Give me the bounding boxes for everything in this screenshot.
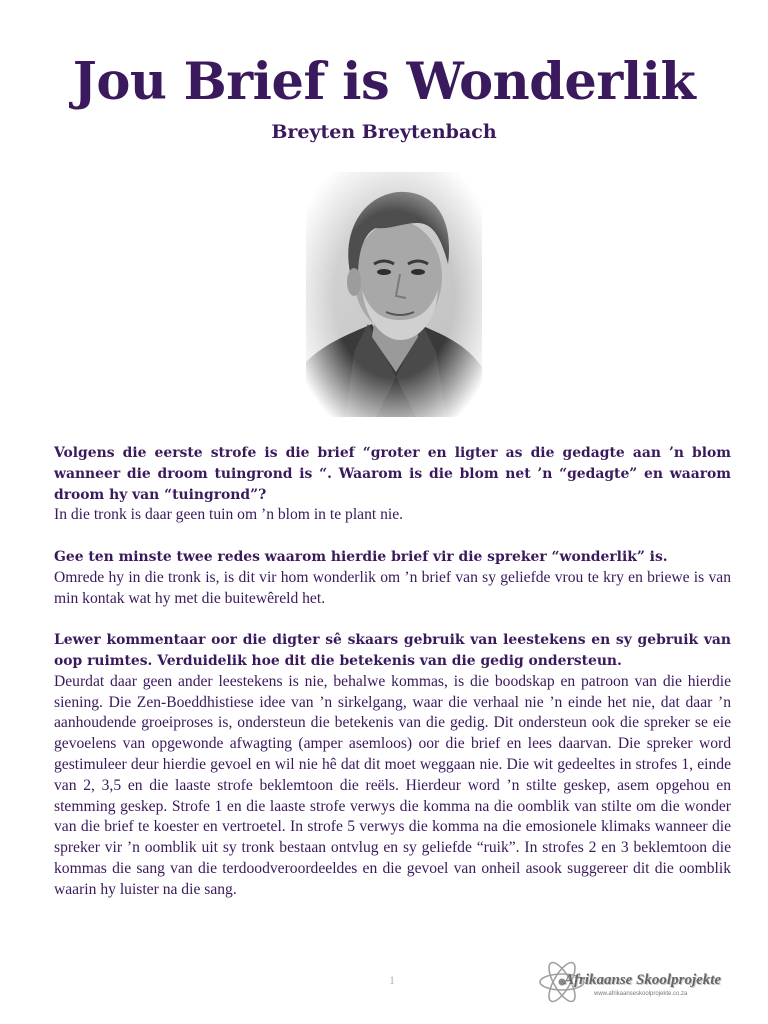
logo-url: www.afrikaanseskoolprojekte.co.za [594, 991, 688, 997]
page-number: 1 [389, 973, 395, 987]
question-1: Volgens die eerste strofe is die brief “groter en ligter as die gedagte aan ’n blom wanneer die droom tuingrond is “. Waarom is die blom net ’n “gedagte” en waarom droom hy van “tuingrond”? [54, 445, 731, 503]
question-2: Gee ten minste twee redes waarom hierdie brief vir die spreker “wonderlik” is. [54, 548, 668, 565]
qa-section [54, 443, 731, 901]
answer-1: In die tronk is daar geen tuin om ’n blom in te plant nie. [54, 506, 404, 524]
author-portrait [306, 172, 482, 417]
publisher-logo [536, 952, 726, 1008]
logo-text: Afrikaanse Skoolprojekte [564, 972, 722, 988]
answer-2: Omrede hy in die tronk is, is dit vir hom wonderlik om ’n brief van sy geliefde vrou te kry en briewe is van min kontak wat hy met die buitewêreld het. [54, 568, 731, 607]
answer-3: Deurdat daar geen ander leestekens is nie, behalwe kommas, is die boodskap en patroon van die hierdie siening. Die Zen-Boeddhistiese idee van ’n sirkelgang, waar die verhaal nie ’n einde het nie, dat daar ’n aanhoudende groeiproses is, ondersteun die betekenis van die gedig. Dit ondersteun ook die spreker se eie gevoelens van opgewonde afwagting (amper asemloos) oor die brief en lees daarvan. Die spreker word gestimuleer deur hierdie gevoel en wil nie hê dat dit moet weggaan nie. Die wit gedeeltes in strofes 1, einde van 2, 3,5 en die laaste strofe beklemtoon die reëls. Hierdeur word ’n stilte geskep, asem opgehou en stemming geskep. Strofe 1 en die laaste strofe verwys die komma na die oomblik van stilte om die wonder van die brief te koester en vertroetel. In strofe 5 verwys die komma na die emosionele klimaks wanneer die spreker vir ’n oomblik uit sy tronk bestaan ontvlug en sy geliefde “ruik”. In strofes 2 en 3 beklemtoon die kommas die sang van die terdoodveroordeeldes en die gevoel van onheil asook suggereer dit die oomblik waarin hy luister na die sang. [54, 672, 731, 898]
page-title: Jou Brief is Wonderlik [72, 52, 696, 112]
question-3: Lewer kommentaar oor die digter sê skaars gebruik van leestekens en sy gebruik van oop ruimtes. Verduidelik hoe dit die betekenis van die gedig ondersteun. [54, 632, 731, 669]
author-name: Breyten Breytenbach [271, 121, 497, 143]
